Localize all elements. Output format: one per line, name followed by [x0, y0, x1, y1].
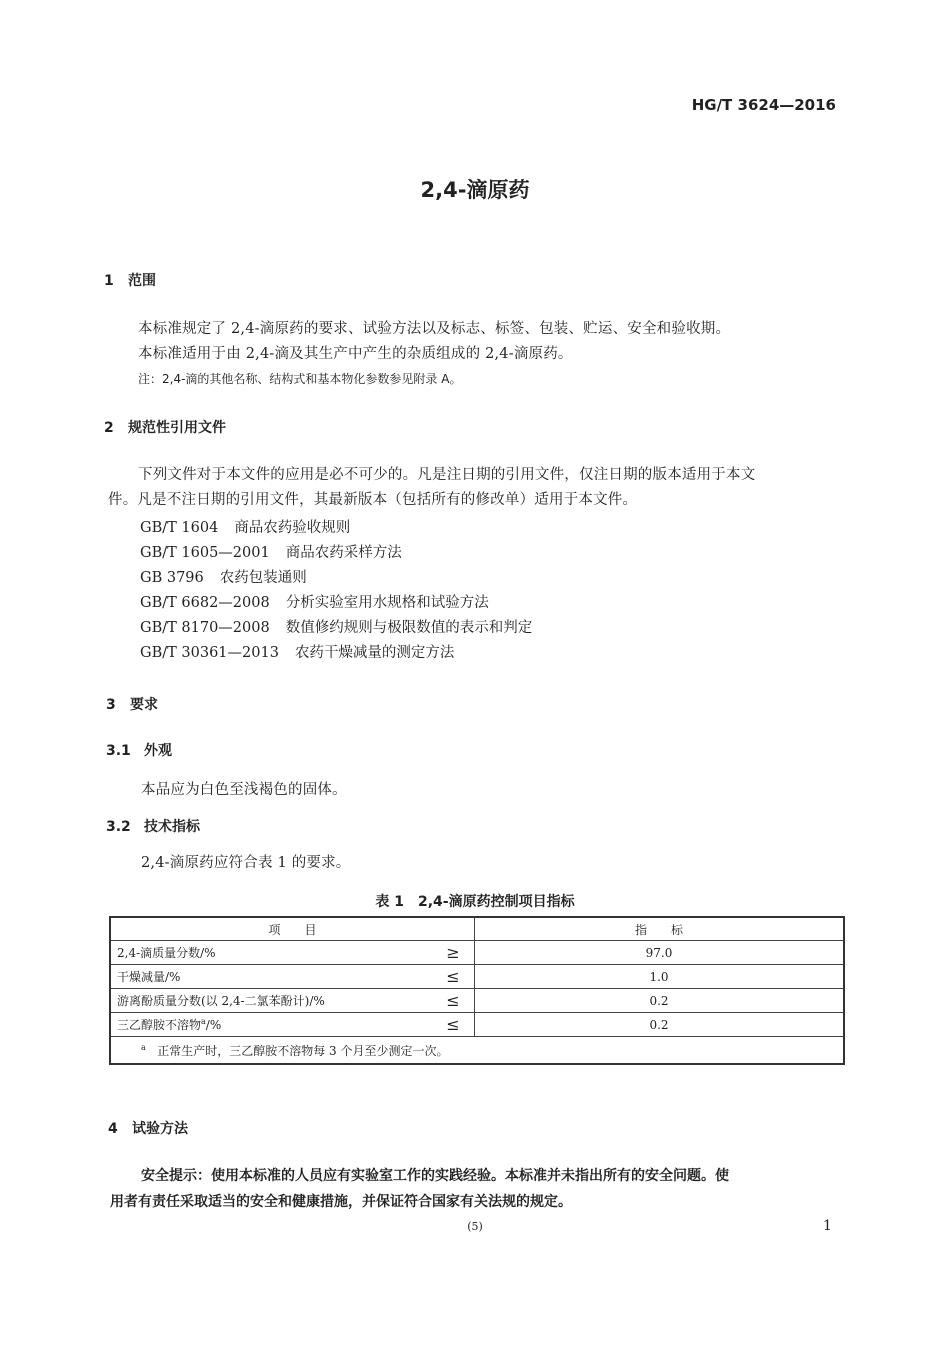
- document-title: 2,4-滴原药: [420, 178, 530, 202]
- section-1-heading: [104, 270, 156, 290]
- reference-name: 分析实验室用水规格和试验方法: [285, 595, 489, 611]
- section-3-1-heading: [106, 740, 172, 760]
- symbol-cell: ≤: [432, 1013, 475, 1037]
- reference-name: 商品农药验收规则: [234, 520, 351, 536]
- section-number: 4: [108, 1121, 118, 1137]
- section-title: 技术指标: [144, 819, 200, 835]
- section-number: 3: [106, 697, 116, 713]
- table-row: [110, 1013, 844, 1037]
- section-2-paragraph-line-2: 件。凡是不注日期的引用文件，其最新版本（包括所有的修改单）适用于本文件。: [108, 492, 638, 508]
- reference-item: [140, 616, 532, 637]
- reference-name: 农药干燥减量的测定方法: [294, 645, 455, 661]
- safety-notice-line-2: 用者有责任采取适当的安全和健康措施，并保证符合国家有关法规的规定。: [110, 1194, 572, 1210]
- item-cell: 干燥减量/%: [110, 965, 432, 989]
- table-footnote: [110, 1037, 844, 1065]
- section-1-note: 注：2,4-滴的其他名称、结构式和基本物化参数参见附录 A。: [138, 372, 462, 386]
- page-number: 1: [823, 1218, 832, 1234]
- footnote-marker: a: [141, 1042, 146, 1052]
- section-number: 3.2: [106, 819, 131, 835]
- reference-code: GB/T 1605—2001: [140, 545, 270, 561]
- reference-code: GB/T 8170—2008: [140, 620, 270, 636]
- page-footer-center: (5): [467, 1220, 483, 1233]
- reference-code: GB/T 1604: [140, 520, 219, 536]
- reference-item: [140, 566, 307, 587]
- item-cell: 游离酚质量分数(以 2,4-二氯苯酚计)/%: [110, 989, 432, 1013]
- footnote-marker: a: [201, 1017, 206, 1026]
- section-title: 外观: [144, 743, 172, 759]
- section-number: 3.1: [106, 743, 131, 759]
- table-row: [110, 941, 844, 965]
- section-3-heading: [106, 694, 158, 714]
- item-cell: [110, 1013, 432, 1037]
- reference-item: [140, 641, 454, 662]
- section-title: 范围: [128, 273, 156, 289]
- reference-name: 数值修约规则与极限数值的表示和判定: [285, 620, 533, 636]
- section-2-paragraph-line-1: 下列文件对于本文件的应用是必不可少的。凡是注日期的引用文件，仅注日期的版本适用于本文: [138, 467, 756, 483]
- section-title: 规范性引用文件: [128, 420, 226, 436]
- item-unit: /%: [205, 1018, 222, 1032]
- item-cell: 2,4-滴质量分数/%: [110, 941, 432, 965]
- section-2-heading: [104, 417, 226, 437]
- safety-notice-line-1: 安全提示：使用本标准的人员应有实验室工作的实践经验。本标准并未指出所有的安全问题。使: [141, 1168, 729, 1184]
- symbol-cell: ≥: [432, 941, 475, 965]
- footnote-text: 正常生产时，三乙醇胺不溶物每 3 个月至少测定一次。: [157, 1043, 449, 1058]
- value-cell: 1.0: [475, 965, 845, 989]
- reference-item: [140, 516, 350, 537]
- standard-code: HG/T 3624—2016: [691, 96, 836, 114]
- value-cell: 0.2: [475, 1013, 845, 1037]
- reference-name: 农药包装通则: [219, 570, 307, 586]
- table-header-row: [110, 917, 844, 941]
- section-number: 2: [104, 420, 114, 436]
- section-title: 试验方法: [132, 1121, 188, 1137]
- reference-code: GB/T 6682—2008: [140, 595, 270, 611]
- table-row: [110, 989, 844, 1013]
- symbol-cell: ≤: [432, 989, 475, 1013]
- value-cell: 97.0: [475, 941, 845, 965]
- section-3-2-text: 2,4-滴原药应符合表 1 的要求。: [141, 855, 351, 871]
- section-1-paragraph-2: 本标准适用于由 2,4-滴及其生产中产生的杂质组成的 2,4-滴原药。: [138, 346, 573, 362]
- section-title: 要求: [130, 697, 158, 713]
- symbol-cell: ≤: [432, 965, 475, 989]
- reference-code: GB/T 30361—2013: [140, 645, 279, 661]
- value-cell: 0.2: [475, 989, 845, 1013]
- section-3-2-heading: [106, 816, 200, 836]
- reference-item: [140, 541, 402, 562]
- section-1-paragraph-1: 本标准规定了 2,4-滴原药的要求、试验方法以及标志、标签、包装、贮运、安全和验收期。: [138, 321, 731, 337]
- reference-name: 商品农药采样方法: [285, 545, 402, 561]
- spec-table: [109, 916, 845, 1065]
- table-caption: 表 1 2,4-滴原药控制项目指标: [375, 894, 575, 910]
- reference-item: [140, 591, 489, 612]
- section-number: 1: [104, 273, 114, 289]
- reference-code: GB 3796: [140, 570, 204, 586]
- column-header-item: 项 目: [110, 917, 475, 941]
- table-row: [110, 965, 844, 989]
- column-header-value: 指 标: [475, 917, 845, 941]
- section-4-heading: [108, 1118, 188, 1138]
- section-3-1-text: 本品应为白色至浅褐色的固体。: [141, 782, 347, 798]
- item-text: 三乙醇胺不溶物: [117, 1018, 202, 1032]
- table-footnote-row: [110, 1037, 844, 1065]
